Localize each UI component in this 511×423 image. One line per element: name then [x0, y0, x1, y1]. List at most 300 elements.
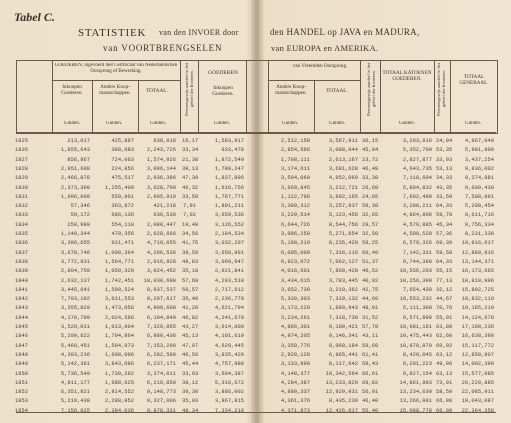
value-cell: 3,210,362 — [328, 286, 358, 293]
value-cell: 6,210,850 — [146, 379, 176, 386]
column-rule-7 — [268, 60, 269, 132]
value-cell: 2,466,878 — [60, 175, 90, 182]
value-cell: 10,981,161 — [399, 324, 432, 330]
value-cell: 5,123,456 — [328, 212, 358, 219]
value-cell: 57,346 — [70, 203, 90, 210]
year-cell: 1836 — [15, 240, 28, 247]
value-cell: 53,35 — [436, 147, 453, 154]
value-cell: 2,628,666 — [146, 231, 176, 237]
column-rule-4 — [180, 60, 181, 132]
value-cell: 45,13 — [182, 333, 199, 340]
year-cell: 1827 — [15, 156, 28, 163]
value-cell: 9,744,380 — [402, 258, 432, 265]
value-cell: 7,654,430 — [402, 286, 432, 293]
year-cell: 1838 — [15, 258, 28, 265]
value-cell: 18,832,110 — [461, 296, 494, 303]
value-cell: 15,088,778 — [399, 407, 432, 414]
value-cell: 5,460,451 — [60, 342, 90, 349]
value-cell: 1,255,409 — [104, 184, 134, 191]
value-cell: 10,030,688 — [143, 277, 176, 284]
value-cell: 34,33 — [436, 175, 453, 182]
value-cell: 49,96 — [436, 361, 453, 368]
header-bottom-rule — [16, 132, 496, 133]
value-cell: 12,929,931 — [325, 389, 358, 396]
unit-label: Gulden. — [465, 121, 481, 126]
value-cell: 1,855,643 — [60, 147, 90, 154]
value-cell: 53,13 — [436, 165, 453, 172]
value-cell: 33,50 — [182, 193, 199, 200]
value-cell: 35,03 — [182, 398, 199, 405]
value-cell: 36,15 — [362, 138, 379, 144]
value-cell: 8,435,230 — [328, 398, 358, 405]
value-cell: 10,342,564 — [325, 370, 358, 377]
year-cell: 1830 — [15, 184, 28, 191]
value-cell: 13,266,991 — [399, 398, 432, 405]
value-cell: 5,219,438 — [60, 398, 90, 405]
value-cell: 3,604,387 — [214, 370, 244, 377]
value-cell: 6,005,000 — [280, 249, 310, 256]
value-cell: 4,303,236 — [60, 351, 90, 358]
value-cell: 3,602,165 — [328, 193, 358, 200]
value-cell: 921,471 — [111, 240, 134, 247]
year-cell: 1848 — [15, 351, 28, 358]
value-cell: 6,965,441 — [328, 351, 358, 358]
value-cell: 2,936,386 — [146, 175, 176, 182]
value-cell: 4,967,049 — [464, 138, 494, 144]
value-cell: 8,235,429 — [328, 240, 358, 247]
value-cell: 40,92 — [362, 277, 379, 284]
title-voortbrengselen: van VOORTBRENGSELEN — [103, 43, 223, 53]
value-cell: 3,212,721 — [328, 184, 358, 191]
value-cell: 5,271,654 — [328, 231, 358, 237]
value-cell: 7,316,116 — [328, 249, 358, 256]
value-cell: 34,56 — [182, 231, 199, 237]
value-cell: 425,887 — [111, 138, 134, 144]
value-cell: 3,659,536 — [214, 212, 244, 219]
value-cell: 7,334,218 — [214, 407, 244, 414]
value-cell: 9,327,006 — [146, 398, 176, 405]
value-cell: 3,257,837 — [328, 203, 358, 210]
value-cell: 6,644,726 — [280, 221, 310, 228]
value-cell: 2,921,841 — [214, 268, 244, 275]
value-cell: 3,229,514 — [280, 212, 310, 219]
title-van-den-invoer: van den INVOER door — [159, 28, 239, 37]
year-cell: 1843 — [15, 305, 28, 312]
value-cell: 39,13 — [182, 165, 199, 172]
value-cell: 1,789,247 — [214, 165, 244, 172]
value-cell: 2,827,877 — [402, 156, 432, 163]
value-cell: 3,594,060 — [280, 175, 310, 182]
value-cell: 3,652,730 — [280, 286, 310, 293]
value-cell: 15,117,772 — [461, 342, 494, 349]
value-cell: 1,704,864 — [104, 333, 134, 340]
value-cell: 2,905,910 — [146, 193, 176, 200]
value-cell: 4,284,387 — [280, 379, 310, 386]
value-cell: 4,101,619 — [214, 333, 244, 340]
value-cell: 3,032,207 — [214, 240, 244, 247]
value-cell: 10,916,617 — [461, 240, 494, 247]
value-cell: 24,65 — [362, 193, 379, 200]
value-cell: 7,868,428 — [328, 268, 358, 275]
header-percent-1: Percentsgewijs aandeel in het geheel der Invoeren. — [184, 62, 194, 116]
year-cell: 1828 — [15, 165, 28, 172]
value-cell: 7,318,730 — [328, 314, 358, 321]
year-cell: 1826 — [15, 147, 28, 154]
value-cell: 2,717,612 — [214, 286, 244, 293]
value-cell: 1,122,796 — [280, 193, 310, 200]
value-cell: 41,20 — [182, 305, 199, 312]
value-cell: 66,61 — [362, 370, 379, 377]
value-cell: 3,867,815 — [214, 398, 244, 405]
value-cell: 46,32 — [182, 184, 199, 191]
value-cell: 724,063 — [111, 156, 134, 163]
value-cell: 19,48 — [182, 221, 199, 228]
year-cell: 1840 — [15, 277, 28, 284]
value-cell: 29,57 — [362, 221, 379, 228]
value-cell: 2,024,566 — [104, 314, 134, 321]
value-cell: 59,57 — [182, 286, 199, 293]
value-cell: 4,371,873 — [280, 407, 310, 414]
value-cell: 3,835,429 — [214, 351, 244, 358]
value-cell: 2,920,128 — [280, 351, 310, 358]
value-cell: 21,38 — [182, 156, 199, 163]
value-cell: 59,78 — [436, 212, 453, 219]
value-cell: 6,237,171 — [146, 361, 176, 368]
value-cell: 16,17 — [182, 138, 199, 144]
value-cell: 4,757,988 — [214, 361, 244, 368]
value-cell: 4,643,735 — [402, 165, 432, 172]
column-rule-2 — [92, 80, 93, 132]
value-cell: 23,72 — [362, 156, 379, 163]
value-cell: 4,952,069 — [328, 175, 358, 182]
value-cell: 64,33 — [436, 258, 453, 265]
value-cell: 5,208,454 — [464, 203, 494, 210]
year-cell: 1829 — [15, 175, 28, 182]
value-cell: 55,91 — [436, 314, 453, 321]
value-cell: 48,01 — [362, 305, 379, 312]
value-cell: 12,889,816 — [461, 249, 494, 256]
value-cell: 14,002,390 — [461, 361, 494, 368]
value-cell: 3,173,220 — [280, 305, 310, 312]
value-cell: 2,951,688 — [60, 165, 90, 172]
value-cell: 59,25 — [362, 240, 379, 247]
value-cell: 46,82 — [182, 314, 199, 321]
value-cell: 57,78 — [362, 324, 379, 330]
value-cell: 5,330,303 — [280, 296, 310, 303]
value-cell: 57,68 — [182, 277, 199, 284]
unit-label: Gulden. — [150, 121, 166, 126]
header-totaal: TOTAAL. — [146, 88, 168, 94]
value-cell: 35,18 — [182, 268, 199, 275]
value-cell: 4,579,885 — [402, 221, 432, 228]
value-cell: 3,437,254 — [464, 156, 494, 163]
value-cell: 3,681,628 — [328, 165, 358, 172]
value-cell: 3,126,552 — [214, 221, 244, 228]
value-cell: 3,434,615 — [280, 277, 310, 284]
value-cell: 43,11 — [362, 333, 379, 340]
value-cell: 44,67 — [436, 296, 453, 303]
value-cell: 3,086,259 — [280, 231, 310, 237]
value-cell: 6,351,821 — [60, 389, 90, 396]
value-cell: 3,445,641 — [60, 286, 90, 293]
value-cell: 1,594,973 — [104, 342, 134, 349]
value-cell: 33,34 — [182, 147, 199, 154]
table-label: Tabel C. — [14, 10, 55, 24]
value-cell: 3,203,916 — [402, 138, 432, 144]
value-cell: 4,719,055 — [146, 240, 176, 247]
value-cell: 7,793,192 — [60, 296, 90, 303]
value-cell: 933,478 — [221, 147, 244, 154]
value-cell: 18,819,996 — [461, 277, 494, 284]
value-cell: 7,02 — [183, 212, 196, 219]
value-cell: 1,616,756 — [214, 184, 244, 191]
value-cell: 421,218 — [153, 203, 176, 210]
year-cell: 1844 — [15, 314, 28, 321]
value-cell: 39,38 — [182, 389, 199, 396]
value-cell: 22,364,358 — [461, 407, 494, 414]
value-cell: 2,814,552 — [104, 389, 134, 396]
value-cell: 33,38 — [362, 175, 379, 182]
value-cell: 62,60 — [436, 333, 453, 340]
value-cell: 61,41 — [362, 351, 379, 358]
value-cell: 3,843,086 — [104, 361, 134, 368]
value-cell: 3,133,999 — [280, 361, 310, 368]
year-cell: 1853 — [15, 398, 28, 405]
year-cell: 1851 — [15, 379, 28, 386]
value-cell: 39,59 — [182, 249, 199, 256]
value-cell: 1,787,771 — [214, 193, 244, 200]
header-nederlandsch-oorsprong: GOEDEREN, ingevoerd met Certificaat van Nederlandschen Oorsprong of Bewerking. — [54, 63, 178, 74]
value-cell: 4,864,806 — [402, 212, 432, 219]
unit-label: Gulden. — [64, 121, 80, 126]
value-cell: 77,13 — [436, 277, 453, 284]
value-cell: 73,91 — [436, 379, 453, 386]
value-cell: 3,567,911 — [328, 138, 358, 144]
value-cell: 51,37 — [362, 258, 379, 265]
value-cell: 1,688,625 — [104, 379, 134, 386]
value-cell: 10,553,232 — [399, 296, 432, 303]
value-cell: 4,170,799 — [60, 314, 90, 321]
column-rule-5 — [198, 60, 199, 132]
value-cell: 7,142,331 — [402, 249, 432, 256]
title-statistiek: STATISTIEK — [78, 27, 147, 39]
year-cell: 1845 — [15, 324, 28, 330]
value-cell: 3,380,312 — [280, 203, 310, 210]
year-cell: 1835 — [15, 231, 28, 237]
year-cell: 1825 — [15, 138, 28, 144]
value-cell: 20,229,885 — [461, 379, 494, 386]
value-cell: 26,68 — [362, 184, 379, 191]
value-cell: 10,870,879 — [399, 342, 432, 349]
value-cell: 2,016,928 — [146, 258, 176, 265]
value-cell: 63,12 — [436, 351, 453, 358]
year-cell: 1832 — [15, 203, 28, 210]
value-cell: 1,708,111 — [280, 156, 310, 163]
value-cell: 4,866,301 — [280, 324, 310, 330]
value-cell: 9,756,334 — [464, 221, 494, 228]
value-cell: 58,59 — [436, 389, 453, 396]
value-cell: 2,373,300 — [60, 184, 90, 191]
value-cell: 10,185,219 — [461, 305, 494, 312]
header-totaal-generaal: TOTAAL GENERAAL. — [459, 74, 489, 86]
value-cell: 19,043,087 — [461, 398, 494, 405]
value-cell: 3,174,611 — [280, 165, 310, 172]
value-cell: 5,352,700 — [402, 147, 432, 154]
value-cell: 8,544,756 — [328, 221, 358, 228]
value-cell: 38,12 — [182, 379, 199, 386]
value-cell: 213,017 — [67, 138, 90, 144]
value-cell: 1,837,896 — [214, 175, 244, 182]
value-cell: 554,110 — [111, 221, 134, 228]
value-cell: 4,361,376 — [280, 398, 310, 405]
value-cell: 6,923,072 — [280, 258, 310, 265]
value-cell: 3,096,144 — [146, 165, 176, 172]
value-cell: 4,911,177 — [60, 379, 90, 386]
value-cell: 44,60 — [362, 296, 379, 303]
value-cell: 59,172 — [70, 212, 90, 219]
value-cell: 3,628,709 — [146, 184, 176, 191]
value-cell: 9,836,002 — [464, 165, 494, 172]
value-cell: 7,329,865 — [146, 324, 176, 330]
value-cell: 33,93 — [182, 370, 199, 377]
value-cell: 7,153,290 — [146, 342, 176, 349]
value-cell: 8,429,045 — [402, 351, 432, 358]
value-cell: 638,918 — [153, 138, 176, 144]
value-cell: 3,614,000 — [214, 324, 244, 330]
value-cell: 2,243,726 — [146, 147, 176, 154]
value-cell: 42,75 — [362, 286, 379, 293]
value-cell: 1,564,771 — [104, 258, 134, 265]
value-cell: 4,296,536 — [146, 249, 176, 256]
value-cell: 45,84 — [362, 147, 379, 154]
value-cell: 1,509,524 — [104, 286, 134, 293]
value-cell: 8,937,537 — [146, 286, 176, 293]
value-cell: 1,996,009 — [60, 193, 90, 200]
value-cell: 3,088,044 — [328, 147, 358, 154]
value-cell: 56,91 — [362, 389, 379, 396]
value-cell: 7,156,825 — [60, 407, 90, 414]
value-cell: 3,234,261 — [280, 314, 310, 321]
value-cell: 16,173,665 — [461, 268, 494, 275]
value-cell: 15,892,725 — [461, 286, 494, 293]
value-cell: 9,611,716 — [464, 212, 494, 219]
year-cell: 1852 — [15, 389, 28, 396]
value-cell: 475,517 — [111, 175, 134, 182]
value-cell: 22,085,911 — [461, 389, 494, 396]
value-cell: 3,772,931 — [60, 258, 90, 265]
value-cell: 10,256,390 — [399, 277, 432, 284]
value-cell: 15,577,085 — [461, 370, 494, 377]
column-rule-6 — [246, 60, 247, 132]
value-cell: 10,475,443 — [399, 333, 432, 340]
year-cell: 1841 — [15, 286, 28, 293]
value-cell: 1,583,917 — [214, 138, 244, 144]
value-cell: 686,136 — [111, 212, 134, 219]
value-cell: 5,209,622 — [60, 333, 90, 340]
value-cell: 66,09 — [436, 407, 453, 414]
value-cell: 45,34 — [436, 221, 453, 228]
value-cell: 32,65 — [362, 212, 379, 219]
value-cell: 6,194,849 — [146, 314, 176, 321]
value-cell: 3,355,829 — [60, 305, 90, 312]
value-cell: 3,783,445 — [328, 277, 358, 284]
value-cell: 2,080,447 — [146, 221, 176, 228]
header-vreemd-oorsprong: van Vreemden Oorsprong. — [292, 63, 348, 69]
value-cell: 31,52 — [362, 314, 379, 321]
value-cell: 4,148,377 — [280, 370, 310, 377]
table-row — [0, 406, 511, 417]
value-cell: 8,060,184 — [328, 342, 358, 349]
column-rule-8 — [314, 80, 315, 132]
value-cell: 43,27 — [182, 324, 199, 330]
value-cell: 1,059,329 — [104, 268, 134, 275]
column-rule-9 — [360, 60, 361, 132]
value-cell: 5,981,800 — [464, 147, 494, 154]
value-cell: 55,15 — [436, 268, 453, 275]
year-cell: 1846 — [15, 333, 28, 340]
unit-label: Gulden. — [214, 121, 230, 126]
value-cell: 9,827,154 — [402, 370, 432, 377]
value-cell: 59,60 — [362, 342, 379, 349]
year-cell: 1842 — [15, 296, 28, 303]
value-cell: 6,880,436 — [146, 333, 176, 340]
value-cell: 48,34 — [182, 407, 199, 414]
value-cell: 16,638,398 — [461, 333, 494, 340]
value-cell: 5,142,361 — [60, 361, 90, 368]
value-cell: 5,111,300 — [402, 305, 432, 312]
column-rule-1 — [52, 60, 53, 132]
value-cell: 479,356 — [111, 231, 134, 237]
value-cell: 4,974,205 — [280, 333, 310, 340]
title-europa-amerika: van EUROPA en AMERIKA. — [271, 43, 379, 53]
title-handel: den HANDEL op JAVA en MADURA, — [270, 27, 420, 37]
value-cell: 46,52 — [362, 268, 379, 275]
value-cell: 5,894,832 — [402, 184, 432, 191]
year-cell: 1847 — [15, 342, 28, 349]
value-cell: 258,980 — [67, 221, 90, 228]
value-cell: 9,146,341 — [328, 333, 358, 340]
value-cell: 5,190,219 — [280, 240, 310, 247]
value-cell: 4,880,337 — [280, 389, 310, 396]
value-cell: 4,016,501 — [280, 268, 310, 275]
column-rule-10 — [380, 60, 381, 132]
value-cell: 9,571,899 — [402, 314, 432, 321]
value-cell: 13,144,371 — [461, 258, 494, 265]
value-cell: 10,556,203 — [399, 268, 432, 275]
value-cell: 63,88 — [436, 324, 453, 330]
value-cell: 3,886,002 — [214, 389, 244, 396]
value-cell: 3,529,011 — [60, 324, 90, 330]
value-cell: 13,233,820 — [325, 379, 358, 386]
subheader-rule-right — [268, 80, 360, 81]
value-cell: 9,274,981 — [464, 175, 494, 182]
value-cell: 66,80 — [436, 398, 453, 405]
value-cell: 63,13 — [436, 370, 453, 377]
unit-label: Gulden. — [399, 121, 415, 126]
value-cell: 33,93 — [436, 156, 453, 163]
header-andere: Andere Koop-mansschappen. — [99, 84, 131, 96]
year-cell: 1831 — [15, 193, 28, 200]
value-cell: 1,000,364 — [104, 249, 134, 256]
unit-label: Gulden. — [329, 121, 345, 126]
value-cell: 4,909,600 — [146, 305, 176, 312]
value-cell: 7,602,400 — [402, 193, 432, 200]
header-percent-2: Percentsgewijs aandeel in het geheel der Invoeren. — [366, 62, 376, 116]
value-cell: 3,288,211 — [402, 203, 432, 210]
value-cell: 32,50 — [362, 231, 379, 237]
value-cell: 3,669,845 — [280, 184, 310, 191]
value-cell: 8,117,642 — [328, 361, 358, 368]
